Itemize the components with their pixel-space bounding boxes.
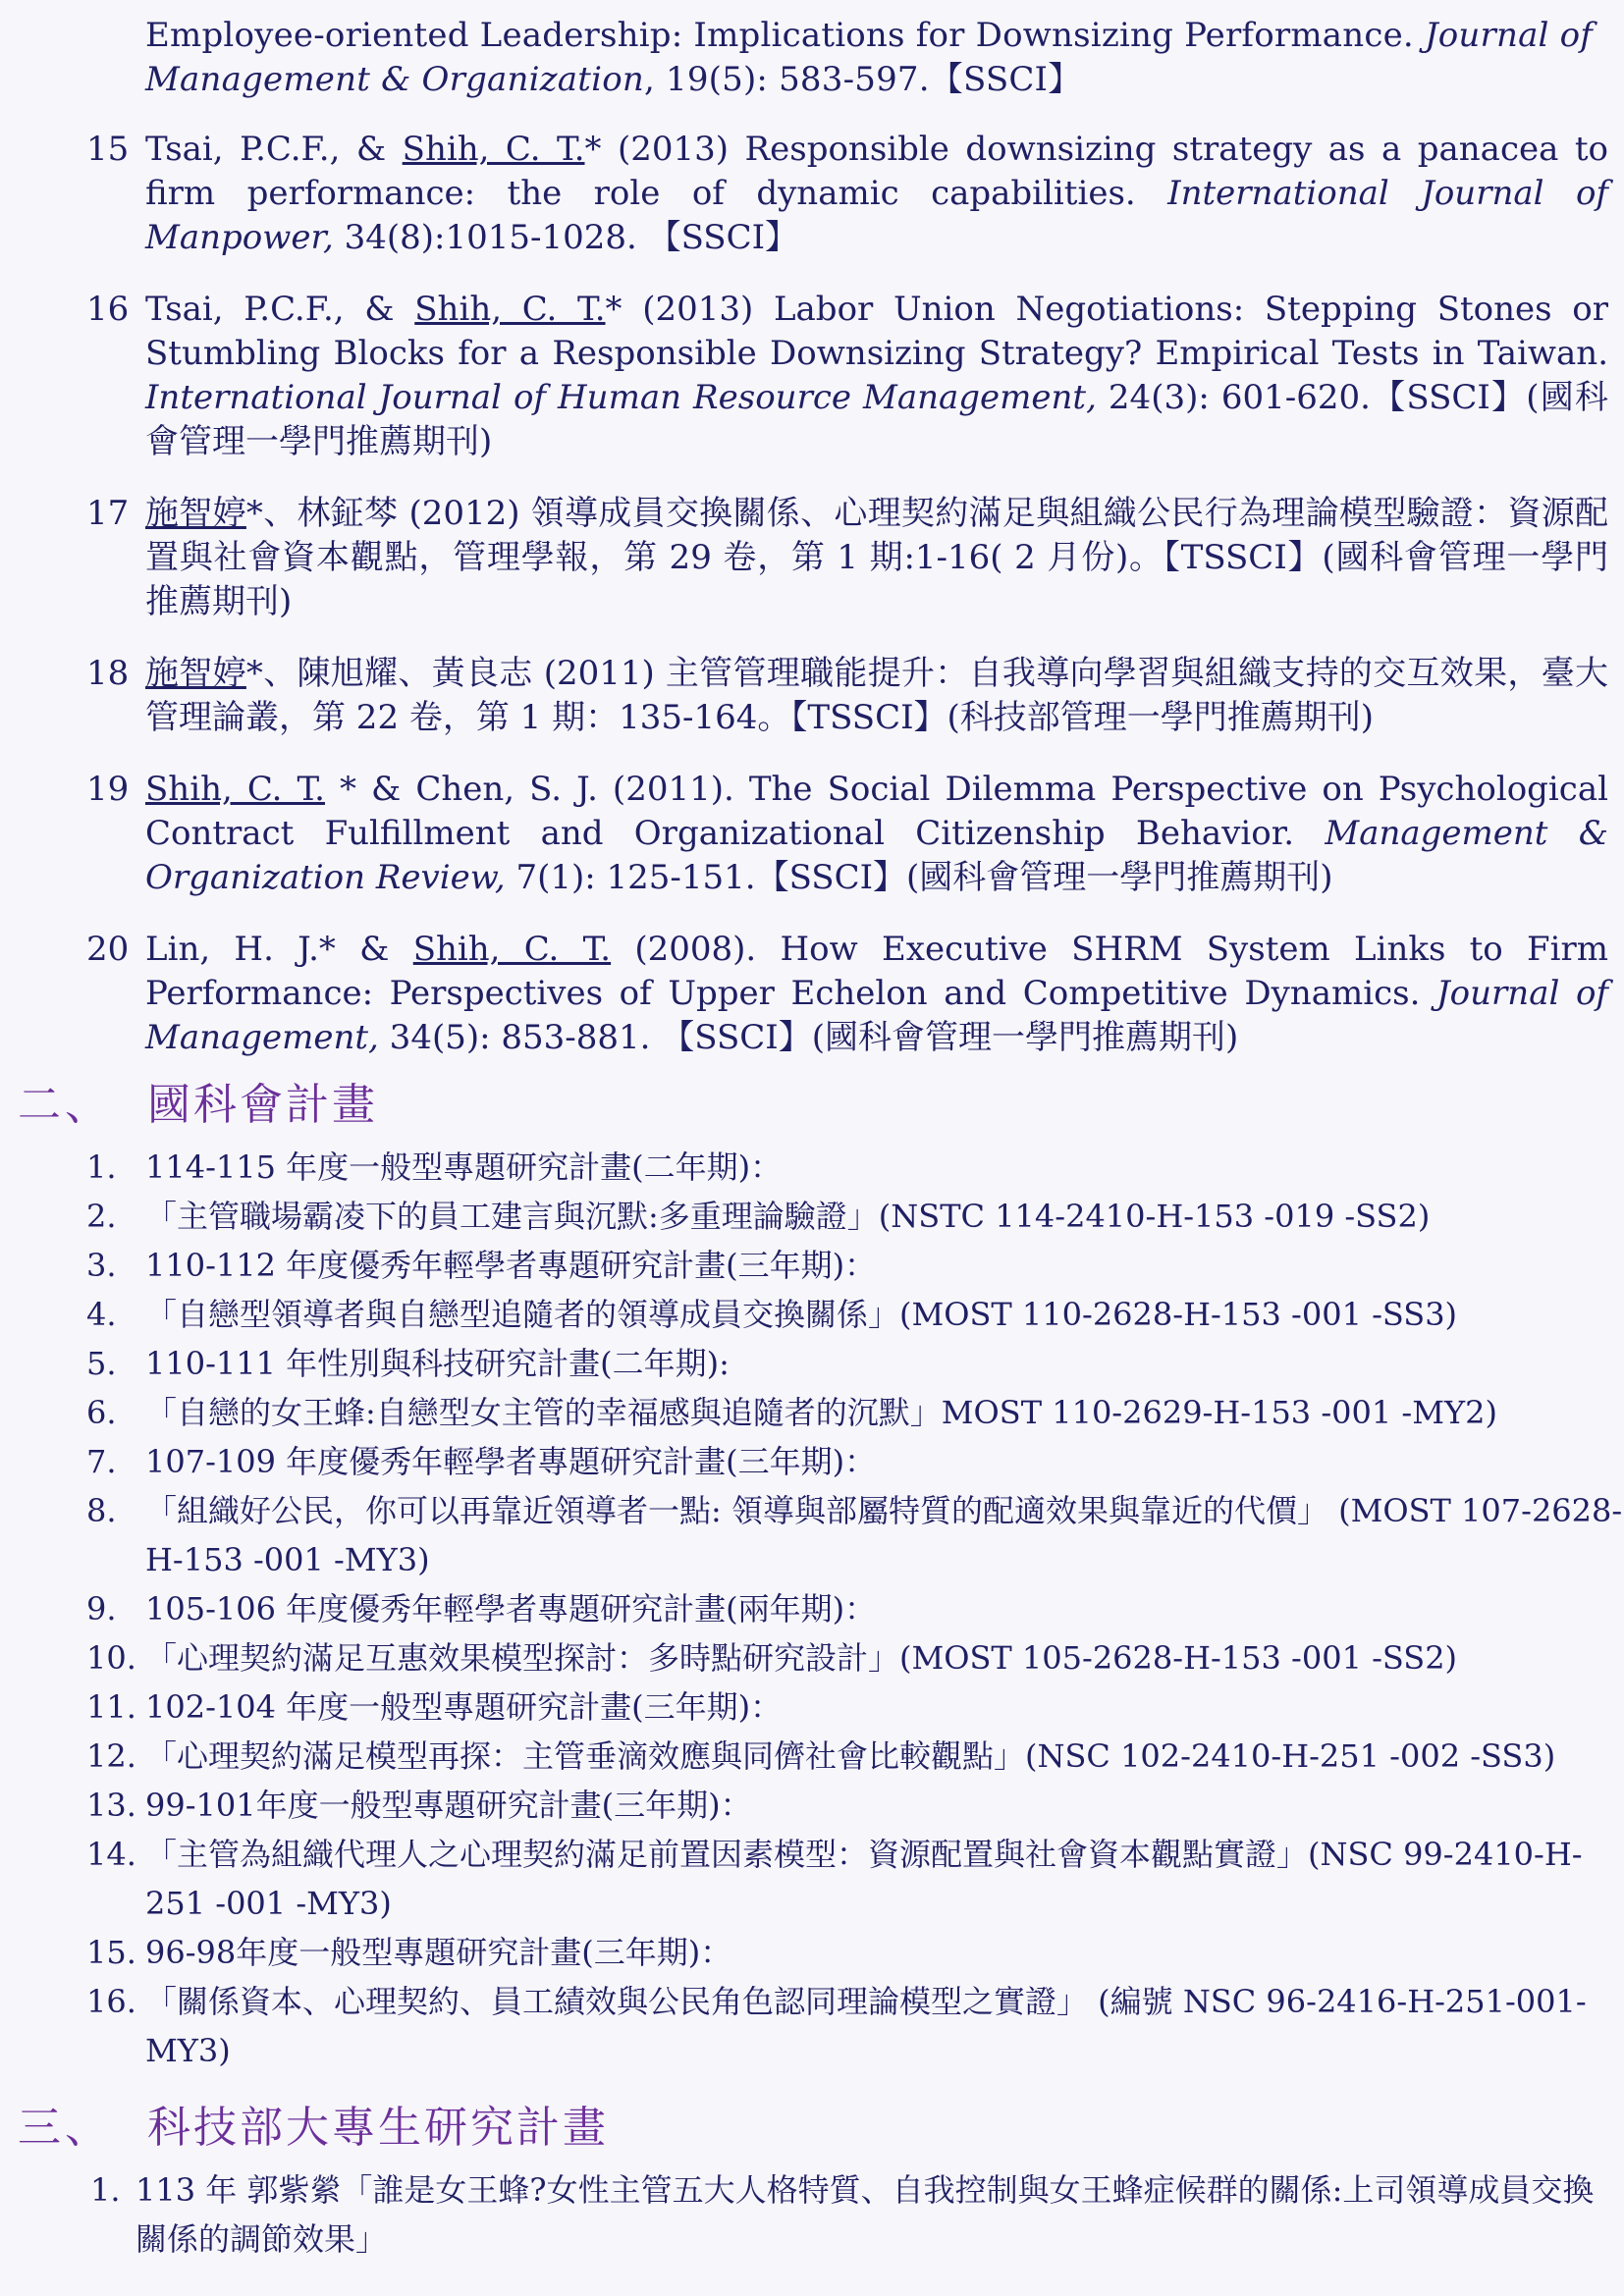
journal-name: International Journal of Human Resource Management,	[145, 378, 1097, 417]
publication-text: Shih, C. T. * & Chen, S. J. (2011). The Social Dilemma Perspective on Psychological Contract Fulfillment and Organizational Citizenship Behavior. Management & Organization Review, 7(1): 125-151.【SSCI】(國科會管理一學門推薦期刊)	[145, 770, 1608, 897]
project-item: 4. 「自戀型領導者與自戀型追隨者的領導成員交換關係」(MOST 110-2628-H-153 -001 -SS3)	[86, 1296, 1458, 1333]
project-item: 2. 「主管職場霸凌下的員工建言與沉默:多重理論驗證」(NSTC 114-2410-H-153 -019 -SS2)	[86, 1198, 1431, 1235]
publication-number: 16	[86, 290, 130, 329]
section-heading-nstc	[0, 1076, 1624, 1135]
project-item: 12. 「心理契約滿足模型再探：主管垂滴效應與同儕社會比較觀點」(NSC 102-2410-H-251 -002 -SS3)	[86, 1737, 1556, 1775]
section-number: 二、	[18, 1080, 112, 1130]
publication-text: 施智婷*、林鉦棽 (2012) 領導成員交換關係、心理契約滿足與組織公民行為理論模型驗證：資源配置與社會資本觀點，管理學報，第 29 卷，第 1 期:1-16( 2 月份)。【TSSCI】(國科會管理一學門推薦期刊)	[145, 494, 1609, 621]
project-item: 1. 113 年 郭紫縈「誰是女王蜂?女性主管五大人格特質、自我控制與女王蜂症候群的關係:上司領導成員交換關係的調節效果」	[90, 2171, 1595, 2258]
publication-item	[0, 492, 1624, 624]
project-item: 14. 「主管為組織代理人之心理契約滿足前置因素模型：資源配置與社會資本觀點實證」(NSC 99-2410-H-251 -001 -MY3)	[86, 1836, 1583, 1922]
publication-number: 19	[86, 770, 130, 809]
project-item: 7. 107-109 年度優秀年輕學者專題研究計畫(三年期)：	[86, 1443, 877, 1480]
publication-text: Tsai, P.C.F., & Shih, C. T.* (2013) Labor Union Negotiations: Stepping Stones or Stumbling Blocks for a Responsible Downsizing Strategy? Empirical Tests in Taiwan. International Journal of Human Resource Management, 24(3): 601-620.【SSCI】(國科會管理一學門推薦期刊)	[145, 290, 1609, 461]
author-highlight: Shih, C. T.	[412, 930, 612, 969]
publication-text: Tsai, P.C.F., & Shih, C. T.* (2013) Responsible downsizing strategy as a panacea to firm performance: the role of dynamic capabilities. International Journal of Manpower, 34(8):1015-1028. 【SSCI】	[145, 130, 1608, 257]
journal-name: Journal of Management,	[145, 974, 1608, 1057]
publication-item	[0, 768, 1624, 900]
journal-name: Management & Organization Review,	[145, 814, 1608, 897]
project-item: 6. 「自戀的女王蜂:自戀型女主管的幸福感與追隨者的沉默」MOST 110-2629-H-153 -001 -MY2)	[86, 1394, 1497, 1431]
student-project-list	[0, 2165, 1624, 2264]
publication-item	[0, 288, 1624, 464]
nstc-project-list	[0, 1143, 1624, 2075]
project-item: 9. 105-106 年度優秀年輕學者專題研究計畫(兩年期)：	[86, 1590, 877, 1628]
project-item: 10. 「心理契約滿足互惠效果模型探討：多時點研究設計」(MOST 105-2628-H-153 -001 -SS2)	[86, 1639, 1458, 1677]
project-item: 15. 96-98年度一般型專題研究計畫(三年期)：	[86, 1934, 732, 1971]
section-number: 三、	[18, 2103, 112, 2153]
publication-number: 20	[86, 930, 130, 969]
publication-number: 17	[86, 494, 130, 533]
project-item: 1. 114-115 年度一般型專題研究計畫(二年期)：	[86, 1148, 783, 1186]
continuation-journal: Journal of Management & Organization	[145, 16, 1594, 99]
project-item: 11. 102-104 年度一般型專題研究計畫(三年期)：	[86, 1688, 783, 1726]
publication-number: 15	[86, 130, 130, 169]
publication-item	[0, 128, 1624, 260]
continuation-paragraph	[145, 14, 1604, 102]
publication-text: Lin, H. J.* & Shih, C. T. (2008). How Executive SHRM System Links to Firm Performance: Perspectives of Upper Echelon and Competitive Dynamics. Journal of Management, 34(5): 853-881. 【SSCI】(國科會管理一學門推薦期刊)	[145, 930, 1608, 1057]
continuation-rest: , 19(5): 583-597.【SSCI】	[643, 60, 1082, 99]
project-item: 5. 110-111 年性別與科技研究計畫(二年期):	[86, 1345, 730, 1382]
author-highlight: Shih, C. T.	[402, 130, 585, 169]
journal-name: International Journal of Manpower,	[145, 174, 1608, 257]
continuation-text: Employee-oriented Leadership: Implications for Downsizing Performance.	[145, 16, 1425, 55]
publication-number: 18	[86, 654, 130, 693]
publication-list	[0, 108, 1624, 2264]
project-item: 16. 「關係資本、心理契約、員工績效與公民角色認同理論模型之實證」 (編號 NSC 96-2416-H-251-001-MY3)	[86, 1983, 1587, 2069]
author-highlight: 施智婷	[145, 494, 246, 533]
publication-item	[0, 652, 1624, 740]
section-title: 科技部大專生研究計畫	[147, 2103, 609, 2153]
publication-item	[0, 928, 1624, 1060]
publication-text: 施智婷*、陳旭耀、黃良志 (2011) 主管管理職能提升：自我導向學習與組織支持的交互效果，臺大管理論叢，第 22 卷，第 1 期：135-164。【TSSCI】(科技部管理一學門推薦期刊)	[145, 654, 1609, 737]
project-item: 3. 110-112 年度優秀年輕學者專題研究計畫(三年期)：	[86, 1247, 877, 1284]
project-item: 13. 99-101年度一般型專題研究計畫(三年期)：	[86, 1787, 752, 1824]
project-item: 8. 「組織好公民，你可以再靠近領導者一點: 領導與部屬特質的配適效果與靠近的代價」 (MOST 107-2628-H-153 -001 -MY3)	[86, 1492, 1623, 1578]
section-heading-most	[0, 2099, 1624, 2158]
section-title: 國科會計畫	[147, 1080, 378, 1130]
author-highlight: Shih, C. T.	[414, 290, 606, 329]
author-highlight: Shih, C. T.	[145, 770, 325, 809]
author-highlight: 施智婷	[145, 654, 246, 693]
